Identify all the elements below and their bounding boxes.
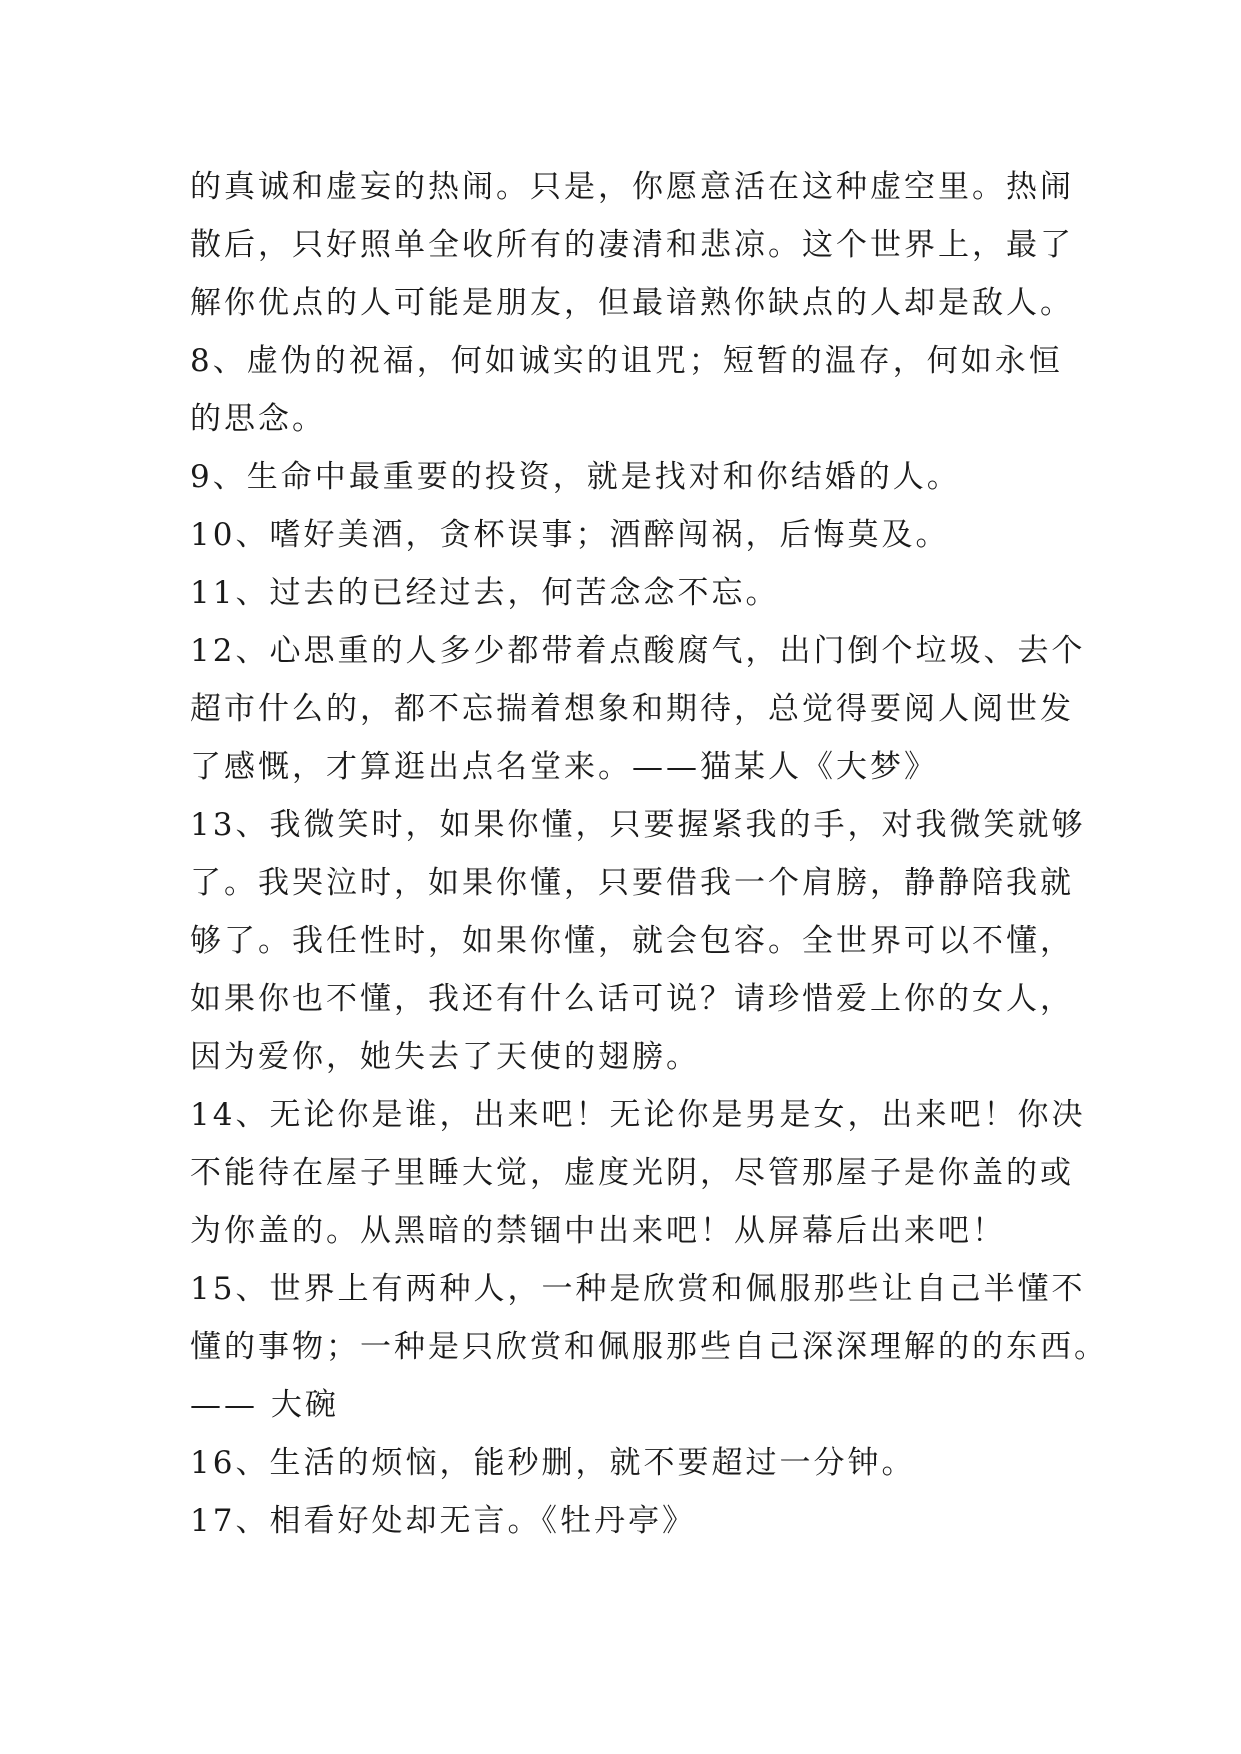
text-line: 懂的事物；一种是只欣赏和佩服那些自己深深理解的的东西。	[190, 1329, 1108, 1365]
text-line: 了感慨，才算逛出点名堂来。——猫某人《大梦》	[190, 749, 938, 785]
text-line: 不能待在屋子里睡大觉，虚度光阴，尽管那屋子是你盖的或	[190, 1155, 1074, 1191]
text-line: 为你盖的。从黑暗的禁锢中出来吧！从屏幕后出来吧！	[190, 1213, 1006, 1249]
text-line: 14、无论你是谁，出来吧！无论你是男是女，出来吧！你决	[190, 1097, 1086, 1133]
text-line: 解你优点的人可能是朋友，但最谙熟你缺点的人却是敌人。	[190, 285, 1074, 321]
text-line: 8、虚伪的祝福，何如诚实的诅咒；短暂的温存，何如永恒	[190, 343, 1063, 379]
text-line: 够了。我任性时，如果你懂，就会包容。全世界可以不懂，	[190, 923, 1074, 959]
document-body-text	[190, 158, 1108, 1550]
text-line: 因为爱你，她失去了天使的翅膀。	[190, 1039, 700, 1075]
text-line: —— 大碗	[190, 1387, 339, 1423]
text-line: 12、心思重的人多少都带着点酸腐气，出门倒个垃圾、去个	[190, 633, 1086, 669]
text-line: 11、过去的已经过去，何苦念念不忘。	[190, 575, 780, 611]
text-line: 13、我微笑时，如果你懂，只要握紧我的手，对我微笑就够	[190, 807, 1086, 843]
text-line: 16、生活的烦恼，能秒删，就不要超过一分钟。	[190, 1445, 916, 1481]
text-line: 如果你也不懂，我还有什么话可说？请珍惜爱上你的女人，	[190, 981, 1074, 1017]
text-line: 9、生命中最重要的投资，就是找对和你结婚的人。	[190, 459, 961, 495]
text-line: 超市什么的，都不忘揣着想象和期待，总觉得要阅人阅世发	[190, 691, 1074, 727]
text-line: 散后，只好照单全收所有的凄清和悲凉。这个世界上，最了	[190, 227, 1074, 263]
text-line: 的真诚和虚妄的热闹。只是，你愿意活在这种虚空里。热闹	[190, 169, 1074, 205]
text-line: 的思念。	[190, 401, 326, 437]
text-line: 10、嗜好美酒，贪杯误事；酒醉闯祸，后悔莫及。	[190, 517, 950, 553]
text-line: 15、世界上有两种人，一种是欣赏和佩服那些让自己半懂不	[190, 1271, 1086, 1307]
text-line: 了。我哭泣时，如果你懂，只要借我一个肩膀，静静陪我就	[190, 865, 1074, 901]
text-line: 17、相看好处却无言。《牡丹亭》	[190, 1503, 696, 1539]
